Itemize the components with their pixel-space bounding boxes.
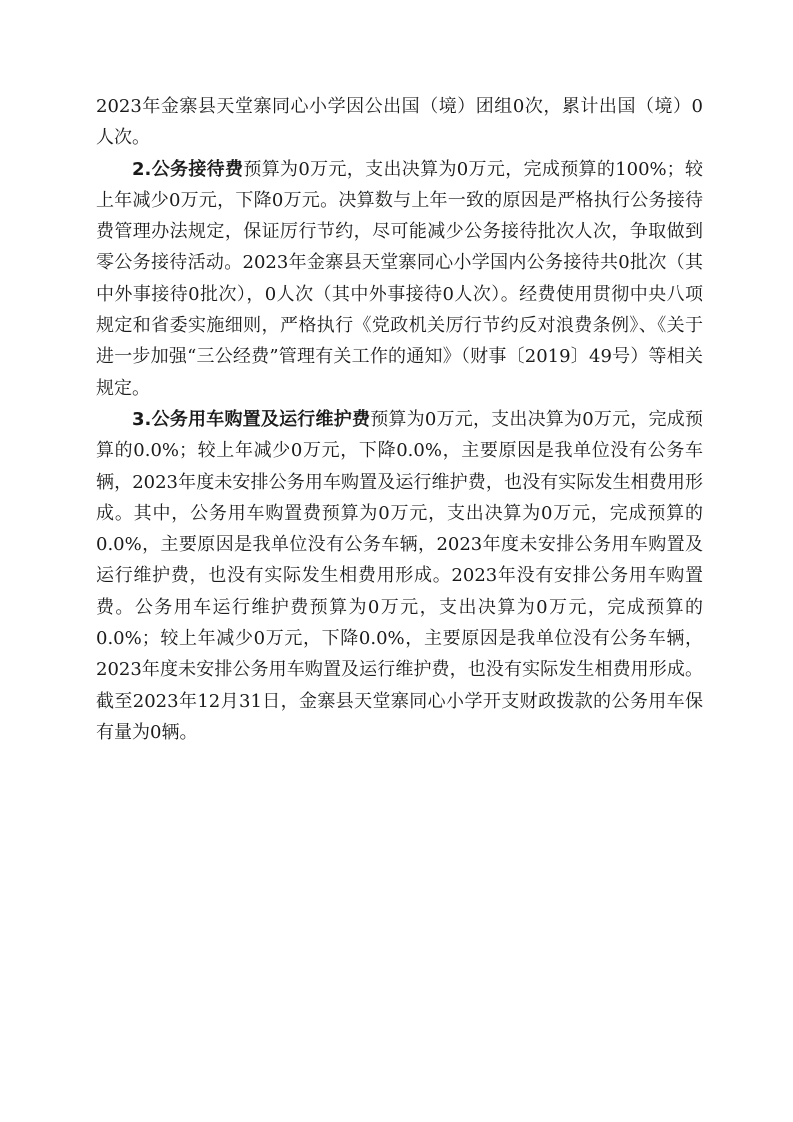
paragraph-text: 预算为0万元，支出决算为0万元，完成预算的0.0%；较上年减少0万元，下降0.0%，主要原因是我单位没有公务车辆，2023年度未安排公务用车购置及运行维护费，也没有实际发生相费用形成。其中，公务用车购置费预算为0万元，支出决算为0万元，完成预算的0.0%，主要原因是我单位没有公务车辆，2023年度未安排公务用车购置及运行维护费，也没有实际发生相费用形成。2023年没有安排公务用车购置费。公务用车运行维护费预算为0万元，支出决算为0万元，完成预算的0.0%；较上年减少0万元，下降0.0%，主要原因是我单位没有公务车辆，2023年度未安排公务用车购置及运行维护费，也没有实际发生相费用形成。截至2023年12月31日，金寨县天堂寨同心小学开支财政拨款的公务用车保有量为0辆。	[96, 408, 703, 743]
section-heading-reception: 2.公务接待费	[132, 158, 244, 180]
paragraph-text: 预算为0万元，支出决算为0万元，完成预算的100%；较上年减少0万元，下降0万元。决算数与上年一致的原因是严格执行公务接待费管理办法规定，保证厉行节约，尽可能减少公务接待批次人次，争取做到零公务接待活动。2023年金寨县天堂寨同心小学国内公务接待共0批次（其中外事接待0批次），0人次（其中外事接待0人次）。经费使用贯彻中央八项规定和省委实施细则，严格执行《党政机关厉行节约反对浪费条例》、《关于进一步加强“三公经费”管理有关工作的通知》（财事〔2019〕49号）等相关规定。	[96, 158, 703, 399]
section-heading-vehicles: 3.公务用车购置及运行维护费	[132, 408, 371, 430]
document-body	[96, 91, 703, 748]
paragraph-reception-expenses	[96, 154, 703, 404]
paragraph-outbound-travel	[96, 91, 703, 154]
paragraph-vehicle-expenses	[96, 404, 703, 748]
paragraph-text: 2023年金寨县天堂寨同心小学因公出国（境）团组0次，累计出国（境）0人次。	[96, 96, 703, 149]
